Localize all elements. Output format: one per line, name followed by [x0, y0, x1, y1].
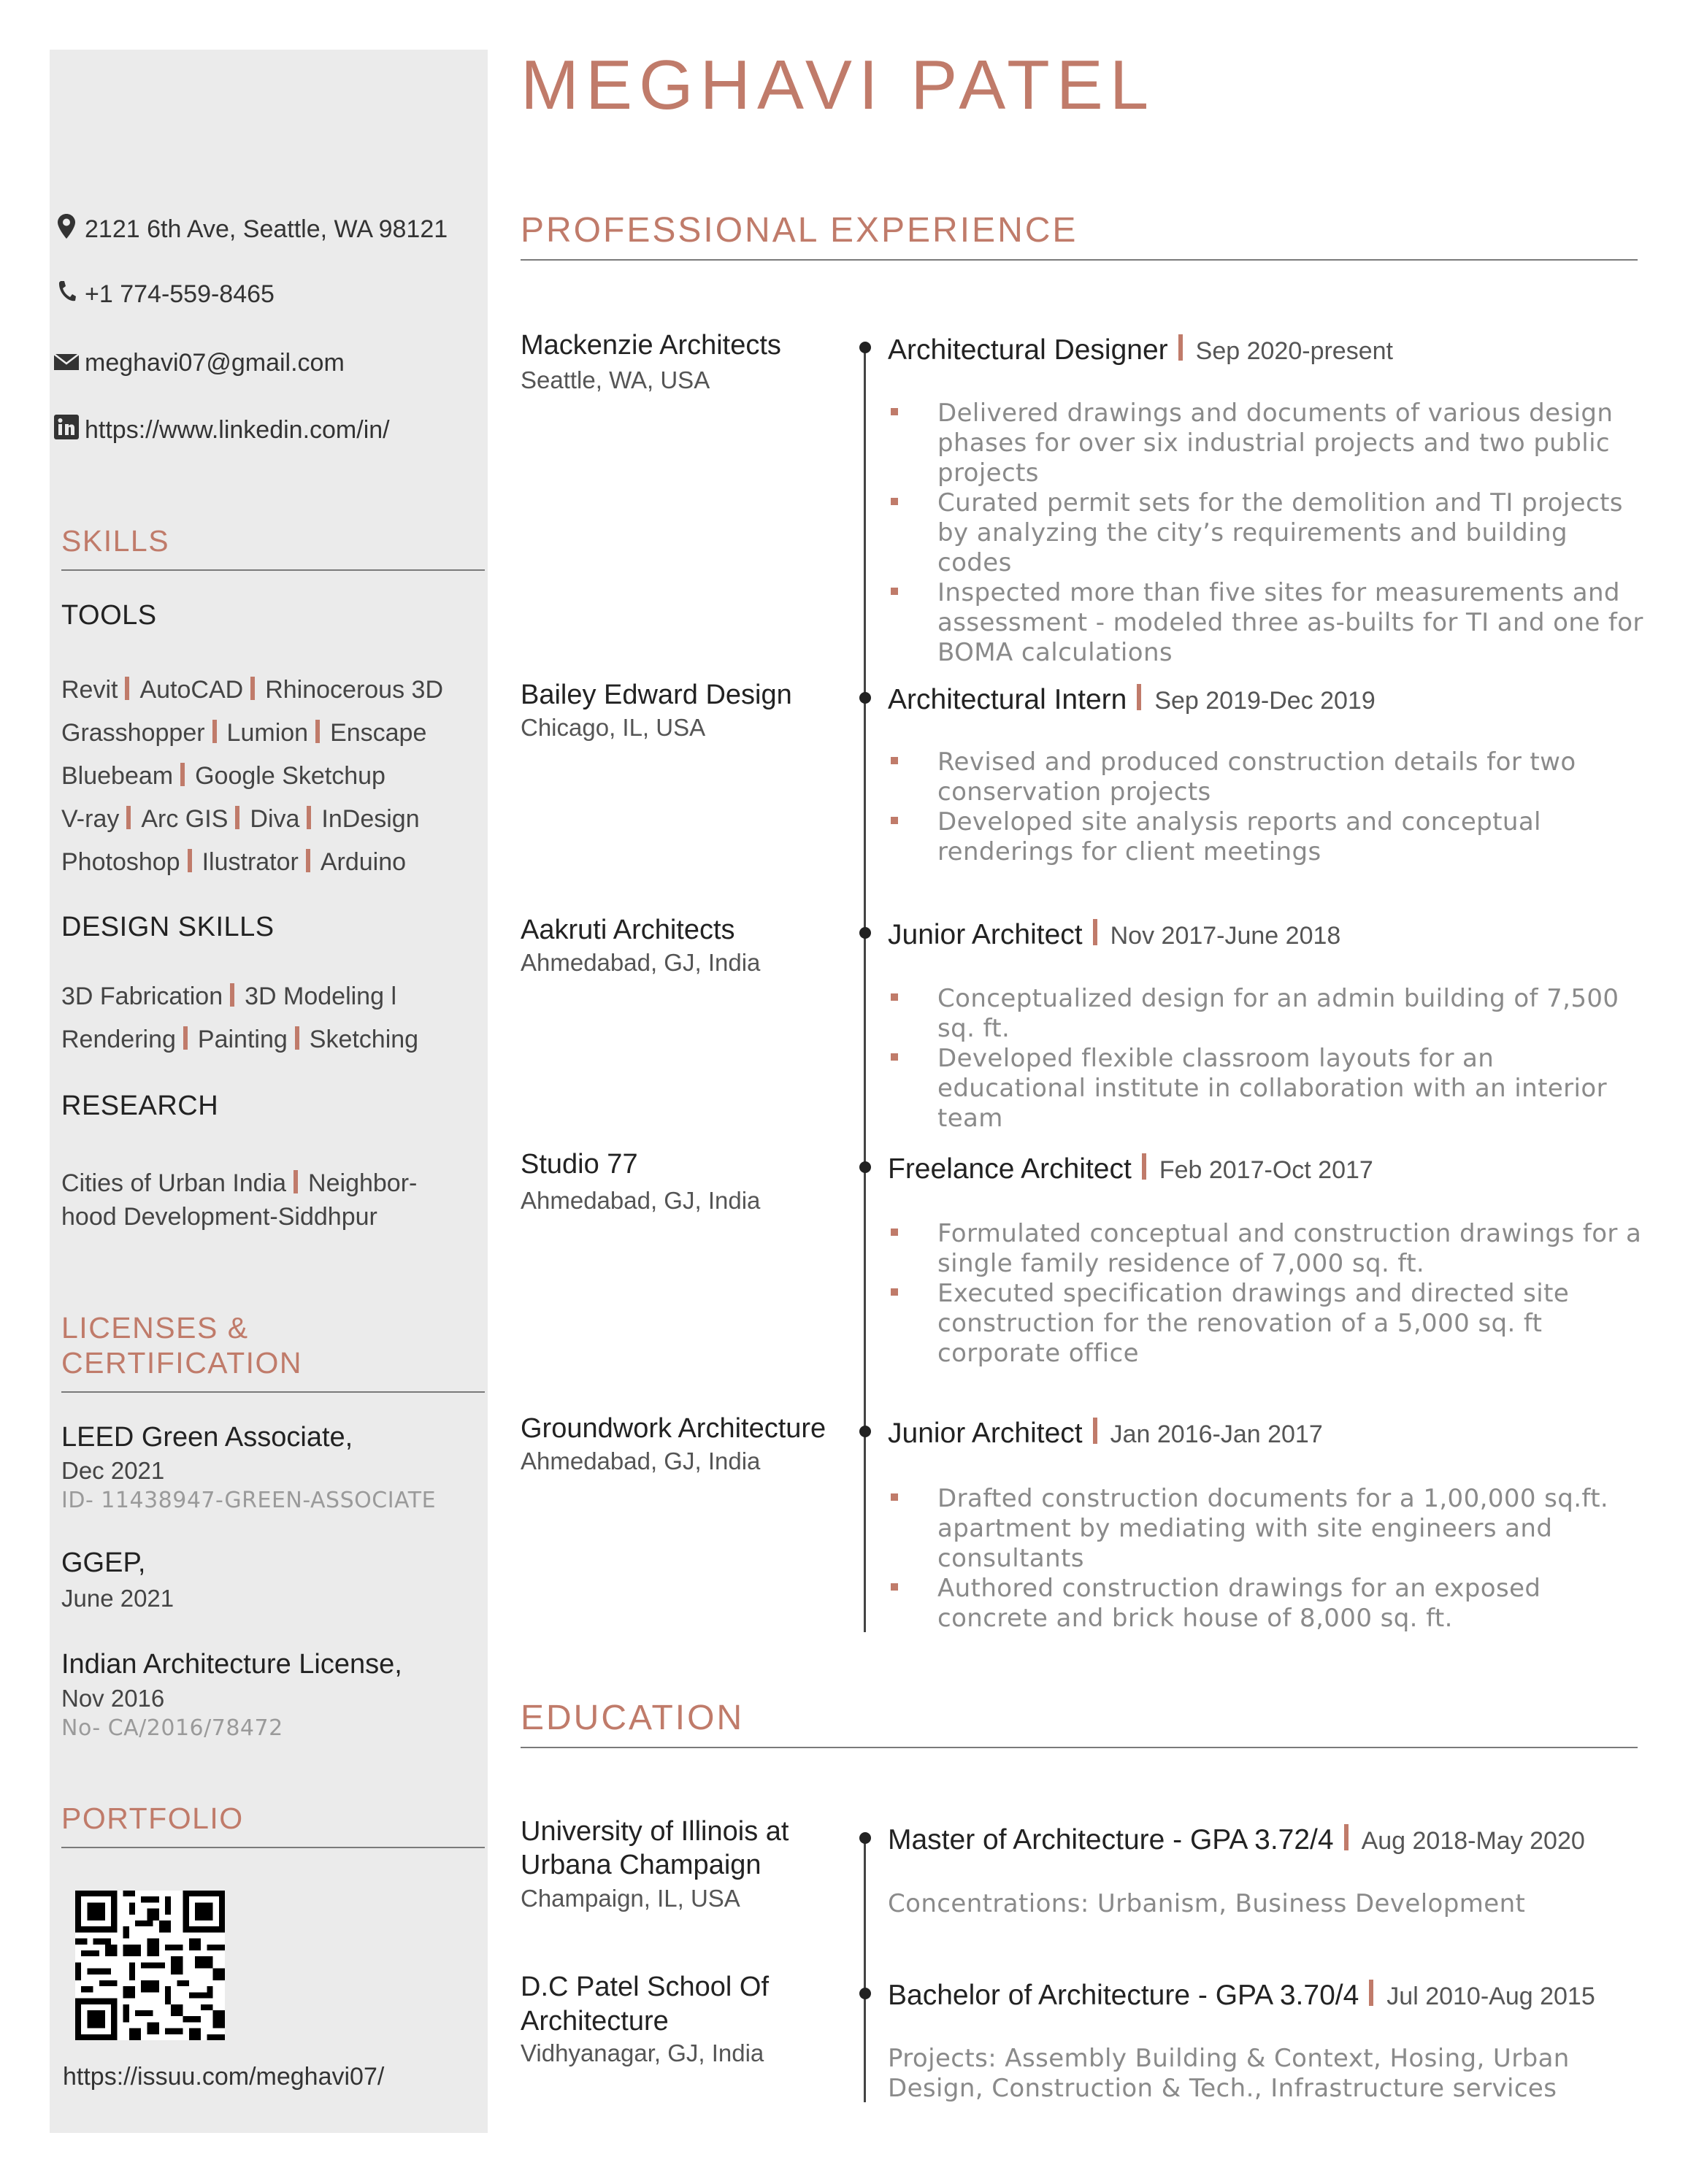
company-location: Ahmedabad, GJ, India	[521, 1447, 761, 1474]
tools-row: Photoshop Ilustrator Arduino	[61, 848, 407, 876]
list-item: Formulated conceptual and construction drawings for a single family residence of 7,000 sq. ft.	[888, 1219, 1647, 1279]
degree-description: Projects: Assembly Building & Context, Hosing, Urban Design, Construction & Tech., Infrastructure services	[888, 2044, 1570, 2103]
degree-title: Master of Architecture - GPA 3.72/4 Aug 2018-May 2020	[888, 1824, 1585, 1856]
cert-date: Nov 2016	[61, 1685, 165, 1712]
timeline-dot	[859, 1832, 871, 1844]
research-line: Cities of Urban India Neighbor-	[61, 1169, 418, 1197]
school-name: University of Illinois at	[521, 1816, 789, 1847]
timeline-dot	[859, 1988, 871, 1999]
contact-email: meghavi07@gmail.com	[53, 349, 345, 377]
company-name: Mackenzie Architects	[521, 330, 781, 361]
tools-row: Grasshopper Lumion Enscape	[61, 719, 427, 747]
company-name: Groundwork Architecture	[521, 1413, 826, 1444]
contact-phone: +1 774-559-8465	[53, 280, 275, 309]
cert-date: June 2021	[61, 1585, 174, 1612]
licenses-heading: CERTIFICATION	[61, 1346, 303, 1380]
tools-row: Revit AutoCAD Rhinocerous 3D	[61, 676, 443, 704]
contact-linkedin: https://www.linkedin.com/in/	[53, 415, 390, 446]
education-heading: EDUCATION	[521, 1699, 745, 1737]
job-bullets	[888, 984, 1647, 1134]
portfolio-divider	[61, 1847, 485, 1848]
job-bullets	[888, 1484, 1647, 1634]
list-item: Developed site analysis reports and conceptual renderings for client meetings	[888, 807, 1647, 867]
company-name: Studio 77	[521, 1149, 638, 1180]
school-name: Architecture	[521, 2006, 669, 2037]
job-bullets	[888, 747, 1647, 867]
design-skills-row: Rendering Painting Sketching	[61, 1026, 419, 1053]
page-title: MEGHAVI PATEL	[521, 46, 1156, 124]
experience-heading: PROFESSIONAL EXPERIENCE	[521, 211, 1078, 250]
list-item: Revised and produced construction details for two conservation projects	[888, 747, 1647, 807]
degree-description: Concentrations: Urbanism, Business Development	[888, 1889, 1526, 1918]
qr-code-icon[interactable]	[75, 1891, 225, 2040]
list-item: Inspected more than five sites for measurements and assessment - modeled three as-builts for TI and one for BOMA calculations	[888, 578, 1647, 668]
job-role: Junior Architect Jan 2016-Jan 2017	[888, 1418, 1323, 1449]
design-skills-row: 3D Fabrication 3D Modeling l	[61, 983, 396, 1010]
job-bullets	[888, 1219, 1647, 1369]
company-name: Bailey Edward Design	[521, 680, 792, 710]
timeline-line	[864, 346, 866, 1632]
list-item: Delivered drawings and documents of various design phases for over six industrial projects and two public projects	[888, 399, 1647, 488]
job-role: Architectural Intern Sep 2019-Dec 2019	[888, 684, 1376, 715]
timeline-line	[864, 1835, 866, 2102]
cert-id: ID- 11438947-GREEN-ASSOCIATE	[61, 1488, 437, 1513]
list-item: Curated permit sets for the demolition and TI projects by analyzing the city’s requirements and building codes	[888, 488, 1647, 578]
school-location: Vidhyanagar, GJ, India	[521, 2039, 764, 2066]
timeline-dot	[859, 1426, 871, 1437]
cert-title: LEED Green Associate,	[61, 1422, 353, 1453]
company-location: Chicago, IL, USA	[521, 714, 706, 741]
linkedin-icon	[53, 415, 80, 446]
cert-date: Dec 2021	[61, 1457, 165, 1484]
contact-address: 2121 6th Ave, Seattle, WA 98121	[53, 213, 448, 246]
cert-id: No- CA/2016/78472	[61, 1715, 283, 1741]
company-location: Ahmedabad, GJ, India	[521, 1187, 761, 1214]
list-item: Conceptualized design for an admin building of 7,500 sq. ft.	[888, 984, 1647, 1044]
job-bullets	[888, 399, 1647, 668]
list-item: Developed flexible classroom layouts for an educational institute in collaboration with an interior team	[888, 1044, 1647, 1134]
company-location: Seattle, WA, USA	[521, 366, 710, 393]
map-pin-icon	[53, 213, 80, 246]
degree-title: Bachelor of Architecture - GPA 3.70/4 Jul 2010-Aug 2015	[888, 1980, 1595, 2011]
phone-icon	[53, 280, 80, 309]
licenses-divider	[61, 1391, 485, 1393]
school-name: Urbana Champaign	[521, 1850, 761, 1880]
company-location: Ahmedabad, GJ, India	[521, 949, 761, 976]
experience-divider	[521, 259, 1638, 261]
envelope-icon	[53, 349, 80, 377]
company-name: Aakruti Architects	[521, 915, 735, 945]
research-line: hood Development-Siddhpur	[61, 1203, 377, 1231]
timeline-dot	[859, 692, 871, 704]
cert-title: GGEP,	[61, 1547, 146, 1578]
cert-title: Indian Architecture License,	[61, 1649, 402, 1680]
skills-heading: SKILLS	[61, 524, 170, 558]
job-role: Architectural Designer Sep 2020-present	[888, 334, 1393, 366]
timeline-dot	[859, 342, 871, 353]
school-location: Champaign, IL, USA	[521, 1885, 740, 1912]
job-role: Junior Architect Nov 2017-June 2018	[888, 919, 1341, 950]
licenses-heading: LICENSES &	[61, 1311, 249, 1345]
tools-row: Bluebeam Google Sketchup	[61, 762, 385, 790]
timeline-dot	[859, 927, 871, 939]
list-item: Drafted construction documents for a 1,00,000 sq.ft. apartment by mediating with site engineers and consultants	[888, 1484, 1647, 1574]
education-divider	[521, 1747, 1638, 1748]
timeline-dot	[859, 1161, 871, 1173]
portfolio-link[interactable]: https://issuu.com/meghavi07/	[63, 2063, 385, 2091]
list-item: Authored construction drawings for an exposed concrete and brick house of 8,000 sq. ft.	[888, 1574, 1647, 1634]
skills-divider	[61, 569, 485, 571]
design-skills-heading: DESIGN SKILLS	[61, 912, 275, 942]
tools-heading: TOOLS	[61, 600, 157, 631]
portfolio-heading: PORTFOLIO	[61, 1802, 244, 1835]
job-role: Freelance Architect Feb 2017-Oct 2017	[888, 1153, 1373, 1185]
school-name: D.C Patel School Of	[521, 1972, 770, 2002]
list-item: Executed specification drawings and directed site construction for the renovation of a 5,000 sq. ft corporate office	[888, 1279, 1647, 1369]
research-heading: RESEARCH	[61, 1091, 219, 1121]
tools-row: V-ray Arc GIS Diva InDesign	[61, 805, 420, 833]
